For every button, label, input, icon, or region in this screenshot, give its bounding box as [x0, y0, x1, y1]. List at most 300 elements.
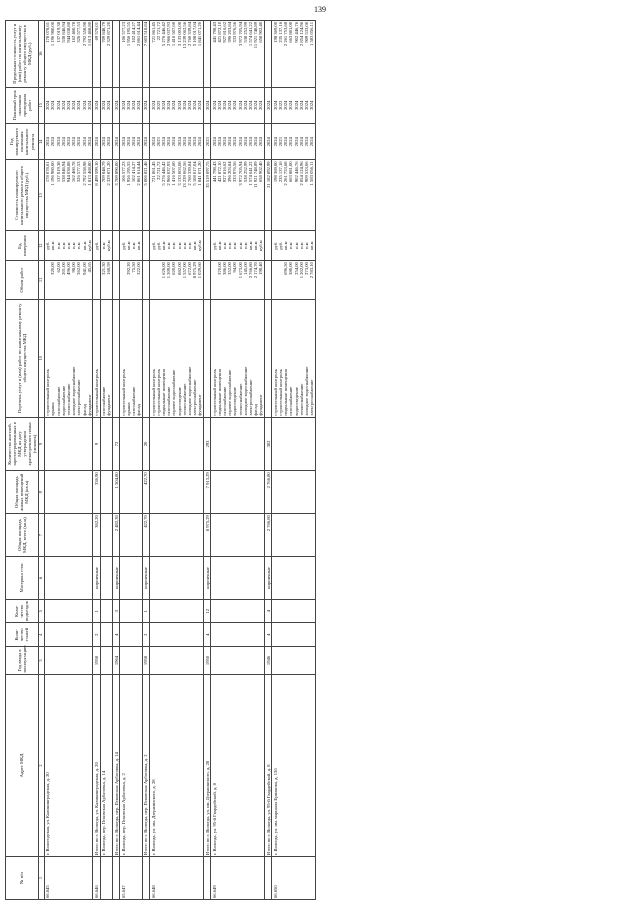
cell-line: 2 854 124,96	[298, 22, 304, 47]
cell-yr	[265, 124, 272, 160]
cell-line: 2024	[227, 137, 233, 147]
cell-vol	[113, 261, 120, 300]
cell-mat: кирпичные	[93, 557, 100, 600]
cell-line: 11 921 748,89	[253, 161, 259, 188]
cell-line	[114, 232, 119, 259]
cell-cost	[272, 160, 316, 231]
cell-floors: 4	[204, 623, 211, 647]
cell-line: 2024	[288, 100, 294, 110]
cell-line: 2024	[283, 100, 289, 110]
cell-line: 658 902,40	[258, 161, 264, 183]
cell-line: 927 816,62	[222, 22, 228, 43]
cell-line: газоснабжение	[101, 386, 107, 416]
cell-unit	[272, 231, 316, 261]
cell-line: газоснабжение	[131, 386, 137, 416]
cell-line: п.м	[222, 242, 228, 249]
header-cell: Общая площадь МКД, всего (кв.м)	[6, 514, 39, 557]
cell-n: 66.649	[211, 857, 265, 900]
cell-cost	[211, 160, 265, 231]
cell-line: 538 846,94	[60, 22, 66, 43]
cell-line: 2024	[81, 137, 87, 147]
cell-line: 2024	[293, 137, 299, 147]
cell-line: куб.м	[258, 240, 264, 252]
column-number: 11	[38, 261, 44, 300]
cell-entr: 4	[265, 599, 272, 623]
cell-unit	[265, 231, 272, 261]
cell-line: 2024	[253, 137, 259, 147]
cell-addr: г. Вологда, пер. Псковская Арбатовка, д. 2	[120, 674, 143, 856]
cell-unit	[113, 231, 120, 261]
cell-year	[120, 647, 143, 675]
cell-line: 2 329 871,20	[106, 161, 112, 186]
cell-line: 2024	[171, 137, 177, 147]
cell-line: 2024	[309, 100, 315, 110]
cell-line: 2024	[309, 137, 315, 147]
cell-line: 235 137,16	[277, 161, 283, 183]
cell-line: 2024	[93, 100, 99, 110]
cell-line: 1 209,00	[166, 262, 172, 279]
cell-line	[114, 262, 119, 298]
cell-line: 2024	[76, 137, 82, 147]
cell-line: 11 921 748,89	[253, 22, 259, 49]
cell-area	[211, 514, 265, 557]
cell-yr	[100, 124, 112, 160]
cell-line: 2 792 558,98	[81, 161, 87, 186]
column-number: 15	[38, 87, 44, 123]
cell-line: кв.м	[192, 241, 198, 250]
cell-line: строительный контроль	[155, 369, 161, 416]
cell-addr: Итого по г. Вологда, ул. им. Дзержинского, д. 28	[204, 674, 211, 856]
cell-year: 1958	[142, 647, 149, 675]
cell-line: 2024	[227, 100, 233, 110]
cell-line: фасад	[136, 404, 142, 416]
cell-line: крыша	[125, 402, 131, 416]
cell-line: 2024	[237, 100, 243, 110]
cell-line: 321,30	[101, 262, 107, 275]
cell-line: руб.	[150, 241, 156, 250]
cell-line: 2024	[248, 137, 254, 147]
cell-line: фундамент	[106, 394, 112, 416]
cell-lim	[120, 21, 143, 88]
cell-line: 663 881,00	[288, 22, 294, 43]
cell-line: руб.	[211, 241, 217, 250]
cell-srok	[142, 87, 149, 123]
cell-line: 2024	[66, 137, 72, 147]
cell-people: 9	[93, 417, 100, 471]
cell-line: 2024	[120, 137, 126, 147]
cell-live	[44, 471, 93, 514]
cell-line: 2024	[136, 137, 142, 147]
cell-year	[211, 647, 265, 675]
cell-line	[266, 232, 271, 259]
cell-line: 721 861,45	[150, 22, 156, 43]
cell-line: 2024	[265, 137, 271, 147]
cell-line: 13 239 062,56	[181, 22, 187, 49]
cell-line: подвальные помещения	[216, 369, 222, 416]
cell-line: 320,00	[50, 262, 56, 275]
cell-line: п.м	[181, 242, 187, 249]
cell-line: 1 416 507,60	[171, 22, 177, 47]
cell-line: 2024	[161, 137, 167, 147]
cell-mat: кирпичные	[204, 557, 211, 600]
cell-area: 422,70	[142, 514, 149, 557]
cell-year	[272, 647, 316, 675]
cell-line: руб.	[155, 241, 161, 250]
cell-live: 2 766,80	[265, 471, 272, 514]
cell-line: 2024	[288, 137, 294, 147]
cell-line: 396 203,84	[227, 22, 233, 43]
cell-line: кв.м	[50, 241, 56, 250]
cell-line: 2 261 753,68	[283, 161, 289, 186]
cell-line: 2024	[166, 137, 172, 147]
cell-line: 22 721,72	[155, 22, 161, 41]
cell-line: куб.м	[106, 240, 112, 252]
cell-line: горячее водоснабжение	[227, 369, 233, 416]
cell-line: 2023	[277, 137, 283, 147]
cell-entr	[211, 599, 265, 623]
cell-line	[205, 232, 210, 259]
cell-line: 162 460,78	[71, 161, 77, 183]
cell-line: строительный контроль	[150, 369, 156, 416]
cell-line: 1 673,00	[237, 262, 243, 279]
cell-line: 5 276 446,42	[161, 22, 167, 47]
cell-area: 2 766,80	[265, 514, 272, 557]
cell-people: 293	[204, 417, 211, 471]
cell-line: 69 570,01	[93, 22, 99, 41]
cell-line: п.м	[227, 242, 233, 249]
cell-line: кв.м	[248, 241, 254, 250]
cell-works	[113, 299, 120, 417]
cell-vol	[93, 261, 100, 300]
cell-line: 2024	[232, 137, 238, 147]
cell-line: 696,50	[283, 262, 289, 275]
cell-floors: 2	[142, 623, 149, 647]
cell-cost	[113, 160, 120, 231]
cell-line: подвальные помещения	[161, 369, 167, 416]
cell-people	[120, 417, 143, 471]
cell-line	[143, 301, 148, 416]
column-number: 1	[38, 857, 44, 900]
cell-cost	[150, 160, 204, 231]
cell-live: 422,70	[142, 471, 149, 514]
cell-live: 336,90	[93, 471, 100, 514]
cell-line: 2023	[277, 100, 283, 110]
cell-line: 1 583 056,11	[309, 161, 315, 186]
cell-line: кв.м	[309, 241, 315, 250]
cell-mat	[150, 557, 204, 600]
cell-line: п.м	[232, 242, 238, 249]
cell-line: п.м	[60, 242, 66, 249]
cell-mat	[120, 557, 143, 600]
cell-srok	[120, 87, 143, 123]
cell-line: 326 577,53	[76, 161, 82, 183]
cell-line: п.м	[66, 242, 72, 249]
cell-line: 137 019,38	[55, 22, 61, 43]
cell-line: 3 972 705,94	[237, 22, 243, 47]
cell-line: 2024	[66, 100, 72, 110]
cell-line: 2 760 339,84	[186, 22, 192, 47]
cell-addr: Итого по г. Вологда, ул. 95-й Гвардейской, д. 8	[265, 674, 272, 856]
cell-line: 2024	[125, 100, 131, 110]
cell-cost	[142, 160, 149, 231]
cell-line: 1 574 641,22	[248, 22, 254, 47]
cell-addr: г. Вологодская, ул. Калининградская, д. 20	[44, 674, 93, 856]
cell-line: подвальные помещения	[283, 369, 289, 416]
cell-live: 7 913,29	[204, 471, 211, 514]
cell-unit	[120, 231, 143, 261]
cell-line: 2024	[216, 137, 222, 147]
cell-line: 2024	[272, 100, 278, 110]
header-cell: Объем работ	[6, 261, 39, 300]
cell-entr	[100, 599, 112, 623]
cell-floors	[272, 623, 316, 647]
cell-line: 2024	[120, 100, 126, 110]
cell-mat	[211, 557, 265, 600]
cell-works	[44, 299, 93, 417]
cell-line: 709 848,79	[101, 22, 107, 43]
cell-line: 1 202,00	[298, 262, 304, 279]
cell-line: кв.м	[283, 241, 289, 250]
cell-yr	[204, 124, 211, 160]
cell-line: 902 446,76	[293, 22, 299, 43]
cell-addr: Итого по г. Вологда, ул. Калининградская, д. 20	[93, 674, 100, 856]
cell-line: 658 902,40	[258, 22, 264, 43]
header-cell: Год ввода в эксплуатацию	[6, 647, 39, 675]
cell-yr	[93, 124, 100, 160]
cell-line: 178 078,61	[45, 22, 51, 43]
cell-line: 421 872,10	[216, 161, 222, 183]
cell-line: 5 108 017,04	[192, 22, 198, 47]
cell-line: 326 577,53	[76, 22, 82, 43]
cell-line: электроснабжение	[192, 379, 198, 416]
cell-vol	[142, 261, 149, 300]
cell-line: 882,00	[176, 262, 182, 275]
cell-n	[265, 857, 272, 900]
header-cell: Адрес МКД	[6, 674, 39, 856]
cell-lim	[211, 21, 265, 88]
cell-vol	[44, 261, 93, 300]
cell-line: 2024	[161, 100, 167, 110]
cell-srok	[272, 87, 316, 123]
column-number: 7	[38, 514, 44, 557]
cell-floors	[100, 623, 112, 647]
cell-year	[150, 647, 204, 675]
cell-line: руб.	[277, 241, 283, 250]
cell-people: 20	[142, 417, 149, 471]
cell-line: 2024	[166, 100, 172, 110]
header-cell: Коли-чество подъездов	[6, 599, 39, 623]
cell-works	[100, 299, 112, 417]
column-number: 10	[38, 299, 44, 417]
column-number: 14	[38, 124, 44, 160]
cell-line: 2023	[204, 137, 210, 147]
cell-line: 3 133 003,08	[176, 161, 182, 186]
cell-cost	[204, 160, 211, 231]
cell-line: строительный контроль	[45, 369, 51, 416]
cell-live	[150, 471, 204, 514]
cell-line: 3 972 705,94	[237, 161, 243, 186]
cell-line: 2024	[113, 100, 119, 110]
cell-line: 2024	[45, 137, 51, 147]
total-row	[142, 21, 149, 900]
cell-line: газоснабжение	[288, 386, 294, 416]
cell-line: 2024	[86, 100, 92, 110]
cell-line: 2024	[258, 100, 264, 110]
cell-line: 663 881,00	[288, 161, 294, 183]
cell-line: 441 798,43	[211, 22, 217, 43]
cell-line: 620,00	[171, 262, 177, 275]
cell-line: 2024	[50, 100, 56, 110]
cell-year: 1958	[93, 647, 100, 675]
cell-floors: 4	[265, 623, 272, 647]
cell-yr	[150, 124, 204, 160]
cell-line: 2024	[242, 100, 248, 110]
cell-unit	[204, 231, 211, 261]
cell-line: 1 574 641,22	[248, 161, 254, 186]
cell-line: 21 182 892,99	[265, 161, 271, 188]
cell-line: газоснабжение	[55, 386, 61, 416]
cell-line: руб.	[93, 241, 99, 250]
cell-area: 2 482,30	[113, 514, 120, 557]
cell-line: п.м	[288, 242, 294, 249]
cell-floors	[150, 623, 204, 647]
cell-line: 2024	[143, 137, 149, 147]
total-row	[204, 21, 211, 900]
cell-line: 709 848,79	[101, 161, 107, 183]
cell-n: 66.650	[272, 857, 316, 900]
cell-line: п.м	[303, 242, 309, 249]
cell-line: строительный контроль	[272, 369, 278, 416]
cell-yr	[120, 124, 143, 160]
cell-lim	[44, 21, 93, 88]
cell-line: 941,00	[81, 262, 87, 275]
cell-year: 1964	[113, 647, 120, 675]
cell-line: 322,00	[136, 262, 142, 275]
cell-line	[143, 232, 148, 259]
total-row	[265, 21, 272, 900]
cell-line: 137 019,38	[55, 161, 61, 183]
cell-line: 254,00	[293, 262, 299, 275]
cell-line: 1 196 980,00	[50, 22, 56, 47]
cell-line	[266, 22, 271, 86]
cell-line: фундамент	[258, 394, 264, 416]
cell-line: 1 813 468,80	[86, 22, 92, 47]
column-number: 6	[38, 557, 44, 600]
cell-line: 909 533,06	[303, 22, 309, 43]
cell-line: кв.м	[136, 241, 142, 250]
column-number: 13	[38, 160, 44, 231]
cell-line: 198 369,00	[272, 161, 278, 183]
cell-line: 13 239 062,56	[181, 161, 187, 188]
cell-line: 2024	[204, 100, 210, 110]
repair-plan-table	[5, 20, 316, 900]
cell-works	[93, 299, 100, 417]
cell-n: 66.645	[44, 857, 93, 900]
cell-line: 2024	[293, 100, 299, 110]
cell-line: 1 557,00	[181, 262, 187, 279]
cell-line: 2024	[248, 100, 254, 110]
cell-cost	[265, 160, 272, 231]
cell-line: 2024	[242, 137, 248, 147]
cell-line: крыша	[50, 402, 56, 416]
cell-line: 98,00	[71, 262, 77, 273]
cell-srok	[44, 87, 93, 123]
cell-line: 2024	[60, 137, 66, 147]
cell-line: водоотведение	[176, 387, 182, 416]
cell-area	[272, 514, 316, 557]
cell-floors	[120, 623, 143, 647]
cell-year: 1950	[204, 647, 211, 675]
cell-entr: 12	[204, 599, 211, 623]
cell-line: 2024	[106, 137, 112, 147]
cell-people	[100, 417, 112, 471]
cell-line: строительный контроль	[277, 369, 283, 416]
cell-line: 2 792 558,98	[81, 22, 87, 47]
cell-line: 2 329 871,20	[106, 22, 112, 47]
header-cell: Предельная стоимость услуг и (или) работ по капитальному ремонту общего имущества в МКД (руб.)	[6, 21, 39, 88]
cell-line	[114, 301, 119, 416]
cell-n	[100, 857, 112, 900]
cell-line: 721 861,45	[150, 161, 156, 183]
cell-line: 2024	[298, 100, 304, 110]
cell-line: фасад	[253, 404, 259, 416]
column-number: 16	[38, 21, 44, 88]
cell-lim	[265, 21, 272, 88]
cell-live	[100, 471, 112, 514]
column-number: 2	[38, 674, 44, 856]
cell-line: водоснабжение	[60, 385, 66, 416]
cell-line: 2 760 339,84	[186, 161, 192, 186]
cell-line: 22 721,72	[155, 161, 161, 180]
cell-line: 2 854 124,96	[298, 161, 304, 186]
cell-line: 2 783,10	[309, 262, 315, 279]
cell-line: 2024	[55, 137, 61, 147]
cell-line: 2024	[232, 100, 238, 110]
column-number: 9	[38, 417, 44, 471]
cell-line: руб.	[272, 241, 278, 250]
cell-line: п.м	[171, 242, 177, 249]
cell-line: п.м	[176, 242, 182, 249]
cell-line: п.м	[293, 242, 299, 249]
cell-line: 909 533,06	[303, 161, 309, 183]
cell-entr: 3	[113, 599, 120, 623]
cell-line: 2 174,70	[253, 262, 259, 279]
cell-line: 2 966 037,93	[166, 22, 172, 47]
cell-line	[94, 262, 99, 298]
cell-vol	[211, 261, 265, 300]
cell-unit	[93, 231, 100, 261]
cell-line: 2 966 037,93	[166, 161, 172, 186]
cell-year: 1946	[265, 647, 272, 675]
cell-line: 235 137,16	[277, 22, 283, 43]
cell-line: 3 133 003,08	[176, 22, 182, 47]
cell-line: фундамент	[86, 394, 92, 416]
header-cell: Ед. измерения	[6, 231, 39, 261]
cell-yr	[113, 124, 120, 160]
cell-line: фундамент	[197, 394, 203, 416]
cell-lim	[113, 21, 120, 88]
cell-line: 2024	[186, 137, 192, 147]
cell-line: 944 038,88	[66, 22, 72, 43]
cell-works	[204, 299, 211, 417]
cell-live	[211, 471, 265, 514]
cell-line: 2024	[101, 137, 107, 147]
table-header-row	[6, 21, 39, 900]
cell-line: электроснабжение	[248, 379, 254, 416]
cell-floors: 4	[113, 623, 120, 647]
cell-line: холодное водоснабжение	[71, 366, 77, 416]
cell-line: кв.м	[161, 241, 167, 250]
